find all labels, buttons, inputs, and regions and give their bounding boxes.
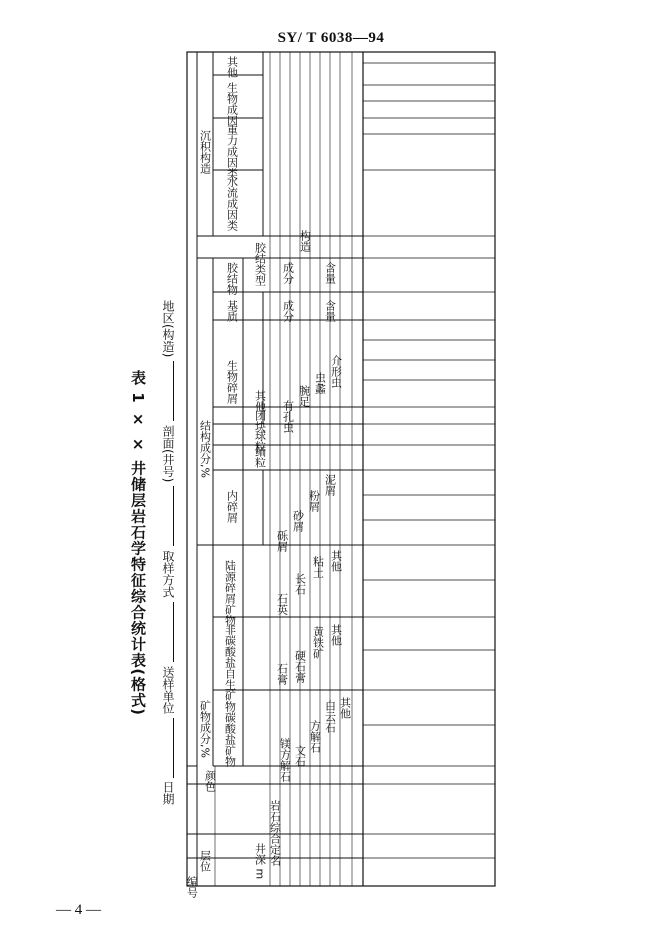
noncarb-item-2: 硬石膏	[293, 650, 307, 683]
section-label: 剖面(井号)	[161, 425, 175, 483]
sampling-label: 取样方式	[161, 550, 175, 599]
cement-type-header: 胶结类型	[253, 242, 267, 286]
date-label: 日期	[161, 781, 175, 806]
intraclast-item-2: 砂屑	[291, 510, 305, 532]
bioclast-header: 生物碎屑	[225, 360, 239, 404]
sed-item-2: 重力成因类	[225, 124, 239, 179]
carbonate-header: 碳酸盐矿物	[223, 712, 237, 767]
col-name: 岩石综合定名	[268, 800, 282, 866]
matrix-item-1: 成分	[281, 300, 295, 322]
area-label: 地区(构造)	[161, 300, 175, 358]
table-title: 表 1 × × 井储层岩石学特征综合统计表(格式)	[129, 370, 147, 717]
matrix-item-2: 含量	[323, 300, 337, 322]
bioclast-item-2: 腕足	[297, 385, 311, 407]
carbonate-item-3: 方解石	[308, 720, 322, 753]
terrigenous-item-2: 长石	[293, 573, 307, 595]
bioclast-item-4: 介形虫	[329, 355, 343, 388]
ooid-header: 鲕粒	[253, 446, 267, 468]
structure-header: 构造	[298, 230, 312, 252]
intraclast-item-4: 泥屑	[323, 474, 337, 496]
carbonate-item-4: 白云石	[323, 700, 337, 733]
noncarb-item-3: 黄铁矿	[311, 626, 325, 659]
noncarb-header: 非碳酸盐自生矿物	[223, 624, 237, 712]
bioclast-item-1: 有孔虫	[281, 400, 295, 433]
noncarb-item-1: 石膏	[275, 663, 289, 685]
other-grain-header: 其他	[253, 390, 267, 412]
noncarb-item-4: 其他	[329, 624, 343, 646]
terrigenous-header: 陆源碎屑矿物	[223, 560, 237, 626]
standard-code: SY/ T 6038—94	[277, 30, 385, 46]
col-serial: 编号	[185, 876, 199, 898]
bioclast-item-3: 虫蠡	[313, 372, 327, 394]
col-color: 颜色	[203, 770, 217, 792]
col-layer: 层位	[198, 850, 212, 872]
page-number: — 4 —	[56, 902, 101, 918]
structure-group: 结构成分,%	[198, 420, 212, 478]
cement-item-1: 成分	[281, 262, 295, 284]
sed-item-3: 生物成因	[225, 82, 239, 126]
intraclast-item-3: 粉屑	[307, 490, 321, 512]
terrigenous-item-4: 其他	[329, 550, 343, 572]
pellet-header: 球粒	[253, 430, 267, 452]
intraclast-item-1: 砾屑	[275, 530, 289, 552]
mineral-group: 矿物成分,%	[198, 700, 212, 758]
sed-group: 沉积构造	[198, 130, 212, 174]
carbonate-item-5: 其他	[338, 697, 352, 719]
carbonate-item-1: 镁方解石	[278, 738, 292, 782]
intraclast-header: 内碎屑	[225, 490, 239, 523]
matrix-header: 基质	[225, 300, 239, 322]
unit-label: 送样单位	[161, 665, 175, 714]
carbonate-item-2: 文石	[293, 745, 307, 767]
terrigenous-item-1: 石英	[275, 593, 289, 615]
lump-header: 团块	[253, 410, 267, 432]
cement-item-2: 含量	[323, 262, 337, 284]
cement-header: 胶结物	[225, 262, 239, 295]
terrigenous-item-3: 粘土	[311, 556, 325, 578]
sed-item-1: 水流成因类	[225, 176, 239, 231]
col-depth: 井深 m	[253, 843, 267, 880]
sed-item-4: 其他	[225, 56, 239, 78]
